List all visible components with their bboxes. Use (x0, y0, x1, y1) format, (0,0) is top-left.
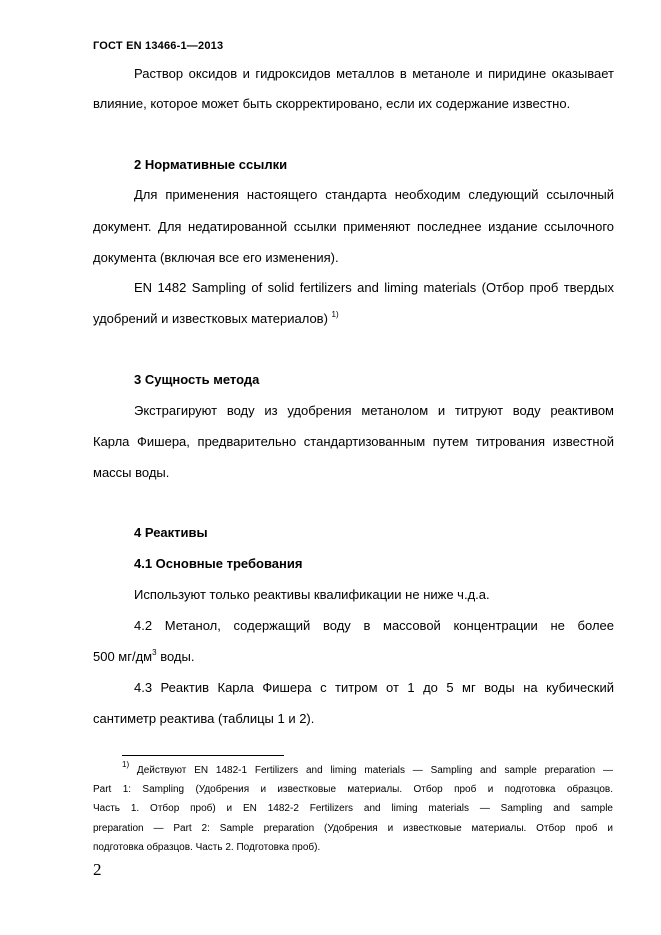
section-2-heading: 2 Нормативные ссылки (134, 157, 288, 172)
section-2-para2-line-1: EN 1482 Sampling of solid fertilizers and liming materials (Отбор проб твердых (134, 280, 614, 295)
footnote-line-5: подготовка образцов. Часть 2. Подготовка проб). (93, 842, 321, 853)
document-header: ГОСТ EN 13466-1—2013 (93, 40, 224, 52)
section-4-3-line-2: сантиметр реактива (таблицы 1 и 2). (93, 711, 315, 726)
section-4-2-line-1: 4.2 Метанол, содержащий воду в массовой концентрации не более (134, 618, 614, 633)
concentration-value: 500 мг/дм (93, 649, 153, 664)
section-3-line-1: Экстрагируют воду из удобрения метанолом и титруют воду реактивом (134, 403, 614, 418)
superscript-3: 3 (152, 648, 157, 657)
footnote-line-1-text: Действуют EN 1482-1 Fertilizers and liming materials — Sampling and sample preparation — (129, 765, 613, 776)
section-4-1-heading: 4.1 Основные требования (134, 556, 303, 571)
footnote-reference: 1) (331, 310, 339, 319)
section-4-3-line-1: 4.3 Реактив Карла Фишера с титром от 1 до 5 мг воды на кубический (134, 680, 614, 695)
footnote-marker: 1) (122, 760, 130, 769)
intro-line-1: Раствор оксидов и гидроксидов металлов в метаноле и пиридине оказывает (134, 66, 614, 81)
section-3-line-2: Карла Фишера, предварительно стандартизованным путем титрования известной (93, 434, 614, 449)
section-4-heading: 4 Реактивы (134, 525, 208, 540)
section-4-1-text: Используют только реактивы квалификации не ниже ч.д.а. (134, 587, 490, 602)
section-2-para1-line-1: Для применения настоящего стандарта необходим следующий ссылочный (134, 187, 614, 202)
section-2-para2-text: удобрений и известковых материалов) (93, 311, 328, 326)
concentration-suffix: воды. (156, 649, 195, 664)
intro-line-2: влияние, которое может быть скорректировано, если их содержание известно. (93, 96, 571, 111)
footnote-line-3: Часть 1. Отбор проб) и EN 1482-2 Fertilizers and liming materials — Sampling and sample (93, 803, 613, 814)
footnote-line-4: preparation — Part 2: Sample preparation (Удобрения и известковые материалы. Отбор проб и (93, 823, 613, 834)
section-3-line-3: массы воды. (93, 465, 170, 480)
section-2-para1-line-3: документа (включая все его изменения). (93, 250, 339, 265)
section-4-2-line-2 (93, 649, 194, 665)
section-2-para1-line-2: документ. Для недатированной ссылки применяют последнее издание ссылочного (93, 219, 614, 234)
section-3-heading: 3 Сущность метода (134, 372, 260, 387)
page-number: 2 (93, 860, 102, 879)
footnote-separator (122, 755, 284, 756)
section-2-para2-line-2 (93, 311, 339, 327)
footnote-line-1 (122, 760, 613, 777)
footnote-line-2: Part 1: Sampling (Удобрения и известковые материалы. Отбор проб и подготовка образцов. (93, 784, 613, 795)
